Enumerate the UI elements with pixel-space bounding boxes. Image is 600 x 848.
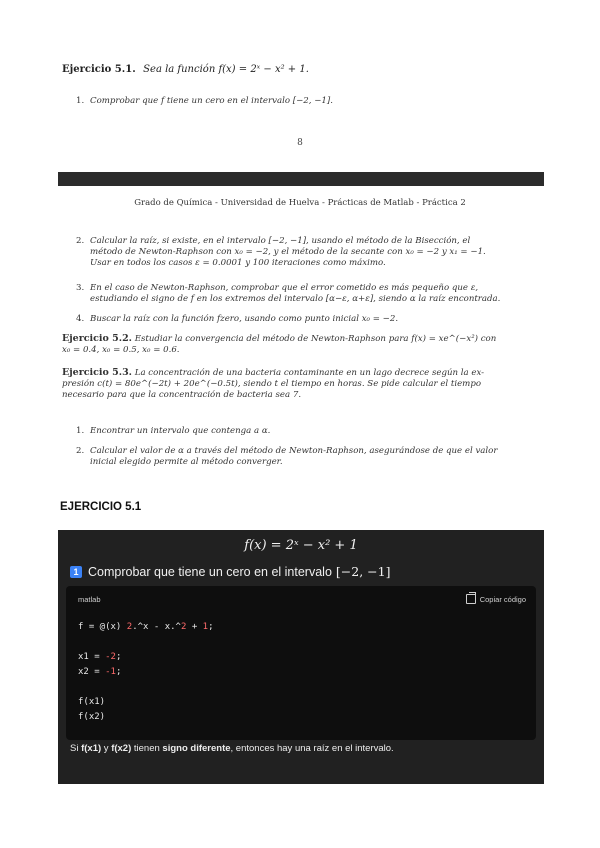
exercise-item xyxy=(76,283,544,305)
exercise-label: Ejercicio 5.3. xyxy=(62,367,132,378)
exercise-line: necesario para que la concentración de bacteria sea 7. xyxy=(62,390,302,400)
exercise-label: Ejercicio 5.2. xyxy=(62,333,132,344)
code-line: f(x1) xyxy=(78,697,106,707)
item-number: 1. xyxy=(76,426,85,436)
code-line: x2 = -1; xyxy=(78,667,122,677)
step-number-badge: 1 xyxy=(70,566,82,578)
exercise-label: Ejercicio 5.1. xyxy=(62,64,136,75)
step-heading xyxy=(70,564,390,579)
copy-code-button[interactable] xyxy=(466,594,526,604)
item-line: Buscar la raíz con la función fzero, usando como punto inicial x₀ = −2. xyxy=(90,314,399,324)
running-header: Grado de Química - Universidad de Huelva - Prácticas de Matlab - Práctica 2 xyxy=(134,198,466,208)
page-number: 8 xyxy=(297,138,303,148)
exercise-item xyxy=(76,96,333,107)
code-line: f = @(x) 2.^x - x.^2 + 1; xyxy=(78,622,214,632)
conclusion-text: Si f(x1) y f(x2) tienen signo diferente, entonces hay una raíz en el intervalo. xyxy=(70,743,394,754)
item-number: 3. xyxy=(76,283,85,293)
item-line: método de Newton-Raphson con x₀ = −2, y el método de la secante con x₀ = −2 y x₁ = −1. xyxy=(90,247,486,257)
item-number: 2. xyxy=(76,446,85,456)
answer-panel xyxy=(58,530,544,784)
exercise-line: Estudiar la convergencia del método de Newton-Raphson para f(x) = xe^(−x²) con xyxy=(134,334,497,344)
function-formula: f(x) = 2ˣ − x² + 1 xyxy=(244,538,358,553)
item-line: inicial elegido permite al método converger. xyxy=(90,457,283,467)
item-text: Comprobar que f tiene un cero en el intervalo [−2, −1]. xyxy=(90,96,333,106)
item-line: Usar en todos los casos ε = 0.0001 y 100 iteraciones como máximo. xyxy=(90,258,386,268)
item-line: En el caso de Newton-Raphson, comprobar que el error cometido es más pequeño que ε, xyxy=(90,283,479,293)
code-line: x1 = -2; xyxy=(78,652,122,662)
exercise-5-3 xyxy=(62,367,544,401)
copy-icon xyxy=(466,594,476,604)
step-interval: [−2, −1] xyxy=(335,564,391,579)
exercise-item xyxy=(76,314,544,325)
item-number: 2. xyxy=(76,236,85,246)
exercise-line: x₀ = 0.4, x₀ = 0.5, x₀ = 0.6. xyxy=(62,345,180,355)
exercise-5-1-heading xyxy=(62,64,309,75)
section-title: EJERCICIO 5.1 xyxy=(60,501,142,513)
item-number: 4. xyxy=(76,314,85,324)
item-number: 1. xyxy=(76,96,85,106)
page-divider-band xyxy=(58,172,544,186)
item-line: Calcular el valor de α a través del método de Newton-Raphson, asegurándose de que el valor xyxy=(90,446,498,456)
copy-code-label: Copiar código xyxy=(479,594,526,604)
code-block xyxy=(66,586,536,740)
exercise-item xyxy=(76,426,544,437)
item-line: Calcular la raíz, si existe, en el intervalo [−2, −1], usando el método de la Bisección, el xyxy=(90,236,471,246)
exercise-item xyxy=(76,236,544,269)
exercise-statement: Sea la función f(x) = 2ˣ − x² + 1. xyxy=(143,64,309,75)
item-line: estudiando el signo de f en los extremos del intervalo [α−ε, α+ε], siendo α la raíz encontrada. xyxy=(90,294,501,304)
exercise-line: La concentración de una bacteria contaminante en un lago decrece según la ex- xyxy=(134,368,485,378)
step-text: Comprobar que tiene un cero en el intervalo xyxy=(88,564,332,579)
item-line: Encontrar un intervalo que contenga a α. xyxy=(90,426,271,436)
exercise-5-2 xyxy=(62,333,544,356)
exercise-line: presión c(t) = 80e^(−2t) + 20e^(−0.5t), siendo t el tiempo en horas. Se pide calcular el tiempo xyxy=(62,379,481,389)
code-line: f(x2) xyxy=(78,712,106,722)
exercise-item xyxy=(76,446,544,468)
code-language-label: matlab xyxy=(78,595,101,604)
